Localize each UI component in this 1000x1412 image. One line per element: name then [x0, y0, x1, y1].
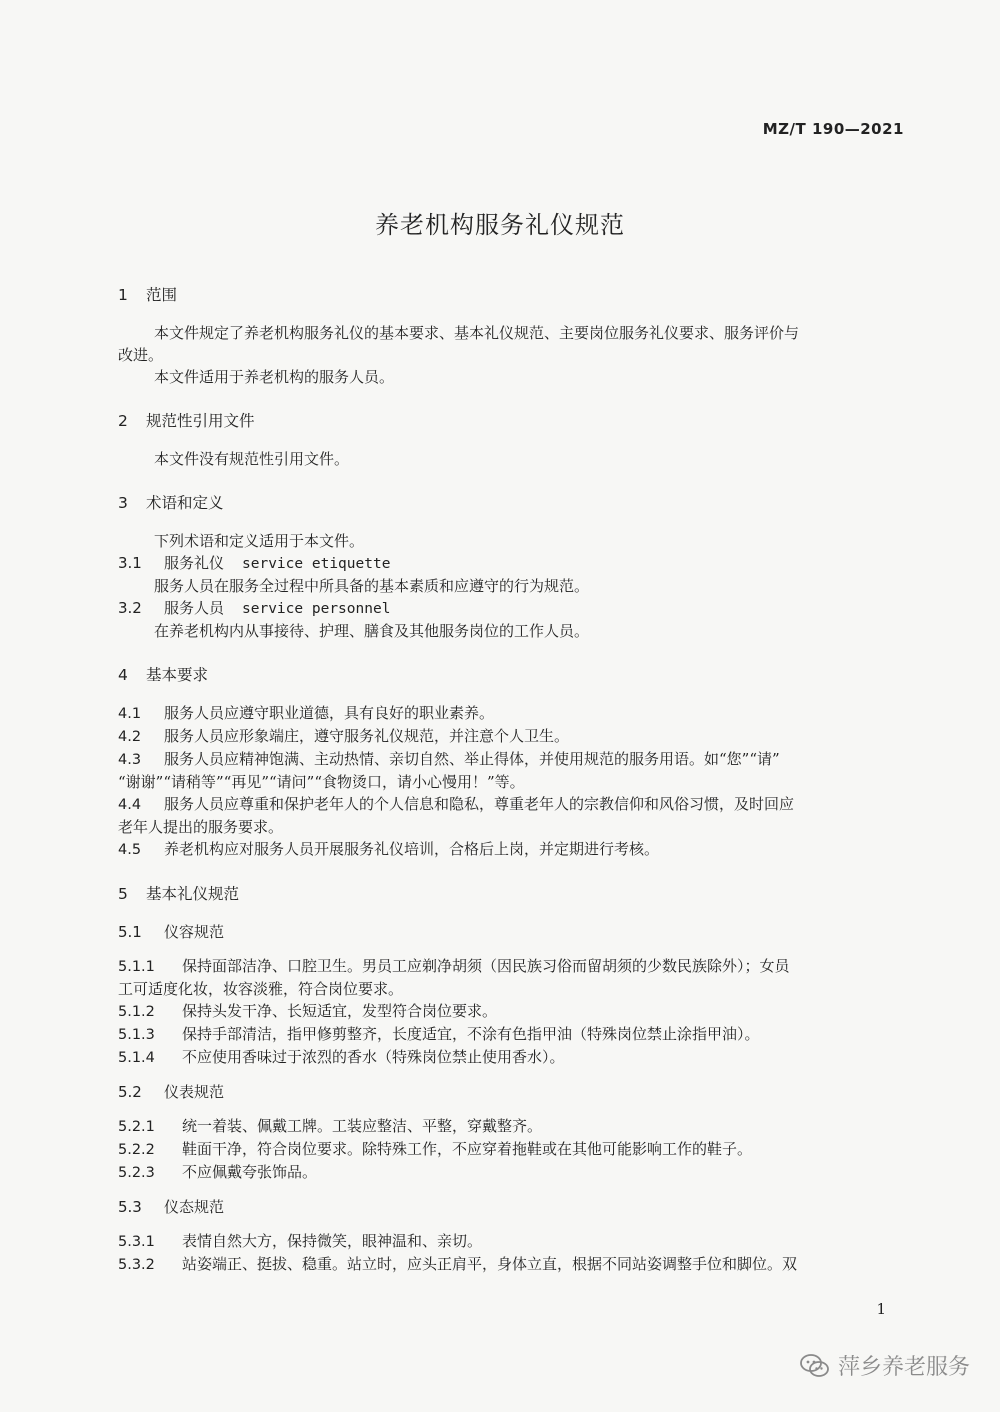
term-definition: 服务人员在服务全过程中所具备的基本素质和应遵守的行为规范。	[154, 577, 590, 595]
standard-code: MZ/T 190—2021	[762, 120, 904, 138]
subsection-heading: 5.3 仪态规范	[118, 1198, 225, 1216]
clause: 4.4 服务人员应尊重和保护老年人的个人信息和隐私，尊重老年人的宗教信仰和风俗习惯，及时回应	[118, 795, 795, 813]
clause: 4.2 服务人员应形象端庄，遵守服务礼仪规范，并注意个人卫生。	[118, 727, 570, 745]
clause: 5.1.2 保持头发干净、长短适宜，发型符合岗位要求。	[118, 1002, 498, 1020]
clause: 5.1.4 不应使用香味过于浓烈的香水（特殊岗位禁止使用香水）。	[118, 1048, 565, 1066]
clause: 5.2.3 不应佩戴夸张饰品。	[118, 1163, 318, 1181]
paragraph: 本文件没有规范性引用文件。	[154, 450, 350, 468]
watermark	[800, 1350, 970, 1381]
term-heading: 3.2 服务人员 service personnel	[118, 599, 391, 617]
section-heading-2: 2 规范性引用文件	[118, 412, 255, 430]
section-heading-5: 5 基本礼仪规范	[118, 885, 240, 903]
document-title: 养老机构服务礼仪规范	[375, 211, 625, 239]
paragraph: 本文件适用于养老机构的服务人员。	[154, 368, 395, 386]
clause: 5.2.1 统一着装、佩戴工牌。工装应整洁、平整，穿戴整齐。	[118, 1117, 543, 1135]
clause: 4.1 服务人员应遵守职业道德，具有良好的职业素养。	[118, 704, 495, 722]
paragraph: 下列术语和定义适用于本文件。	[154, 532, 365, 550]
paragraph-continuation: 改进。	[118, 346, 164, 364]
clause-continuation: “谢谢”“请稍等”“再见”“请问”“食物烫口，请小心慢用！”等。	[118, 773, 525, 791]
term-definition: 在养老机构内从事接待、护理、膳食及其他服务岗位的工作人员。	[154, 622, 590, 640]
wechat-icon	[800, 1353, 830, 1379]
page-number: 1	[876, 1300, 886, 1318]
clause: 4.5 养老机构应对服务人员开展服务礼仪培训，合格后上岗，并定期进行考核。	[118, 840, 660, 858]
subsection-heading: 5.2 仪表规范	[118, 1083, 225, 1101]
clause: 5.2.2 鞋面干净，符合岗位要求。除特殊工作，不应穿着拖鞋或在其他可能影响工作的鞋子。	[118, 1140, 753, 1158]
clause: 5.1.1 保持面部洁净、口腔卫生。男员工应剃净胡须（因民族习俗而留胡须的少数民族除外）；女员	[118, 957, 790, 975]
clause: 5.3.2 站姿端正、挺拔、稳重。站立时，应头正肩平，身体立直，根据不同站姿调整手位和脚位。双	[118, 1255, 798, 1273]
section-heading-1: 1 范围	[118, 286, 178, 304]
clause: 4.3 服务人员应精神饱满、主动热情、亲切自然、举止得体，并使用规范的服务用语。如“您”“请”	[118, 750, 780, 768]
section-heading-4: 4 基本要求	[118, 666, 209, 684]
term-heading: 3.1 服务礼仪 service etiquette	[118, 554, 391, 572]
clause: 5.3.1 表情自然大方，保持微笑，眼神温和、亲切。	[118, 1232, 483, 1250]
clause-continuation: 工可适度化妆，妆容淡雅，符合岗位要求。	[118, 980, 404, 998]
subsection-heading: 5.1 仪容规范	[118, 923, 225, 941]
paragraph: 本文件规定了养老机构服务礼仪的基本要求、基本礼仪规范、主要岗位服务礼仪要求、服务评价与	[154, 324, 800, 342]
section-heading-3: 3 术语和定义	[118, 494, 224, 512]
clause: 5.1.3 保持手部清洁，指甲修剪整齐，长度适宜，不涂有色指甲油（特殊岗位禁止涂指甲油）。	[118, 1025, 760, 1043]
document-body	[118, 280, 908, 1276]
clause-continuation: 老年人提出的服务要求。	[118, 818, 284, 836]
watermark-text: 萍乡养老服务	[837, 1355, 970, 1380]
